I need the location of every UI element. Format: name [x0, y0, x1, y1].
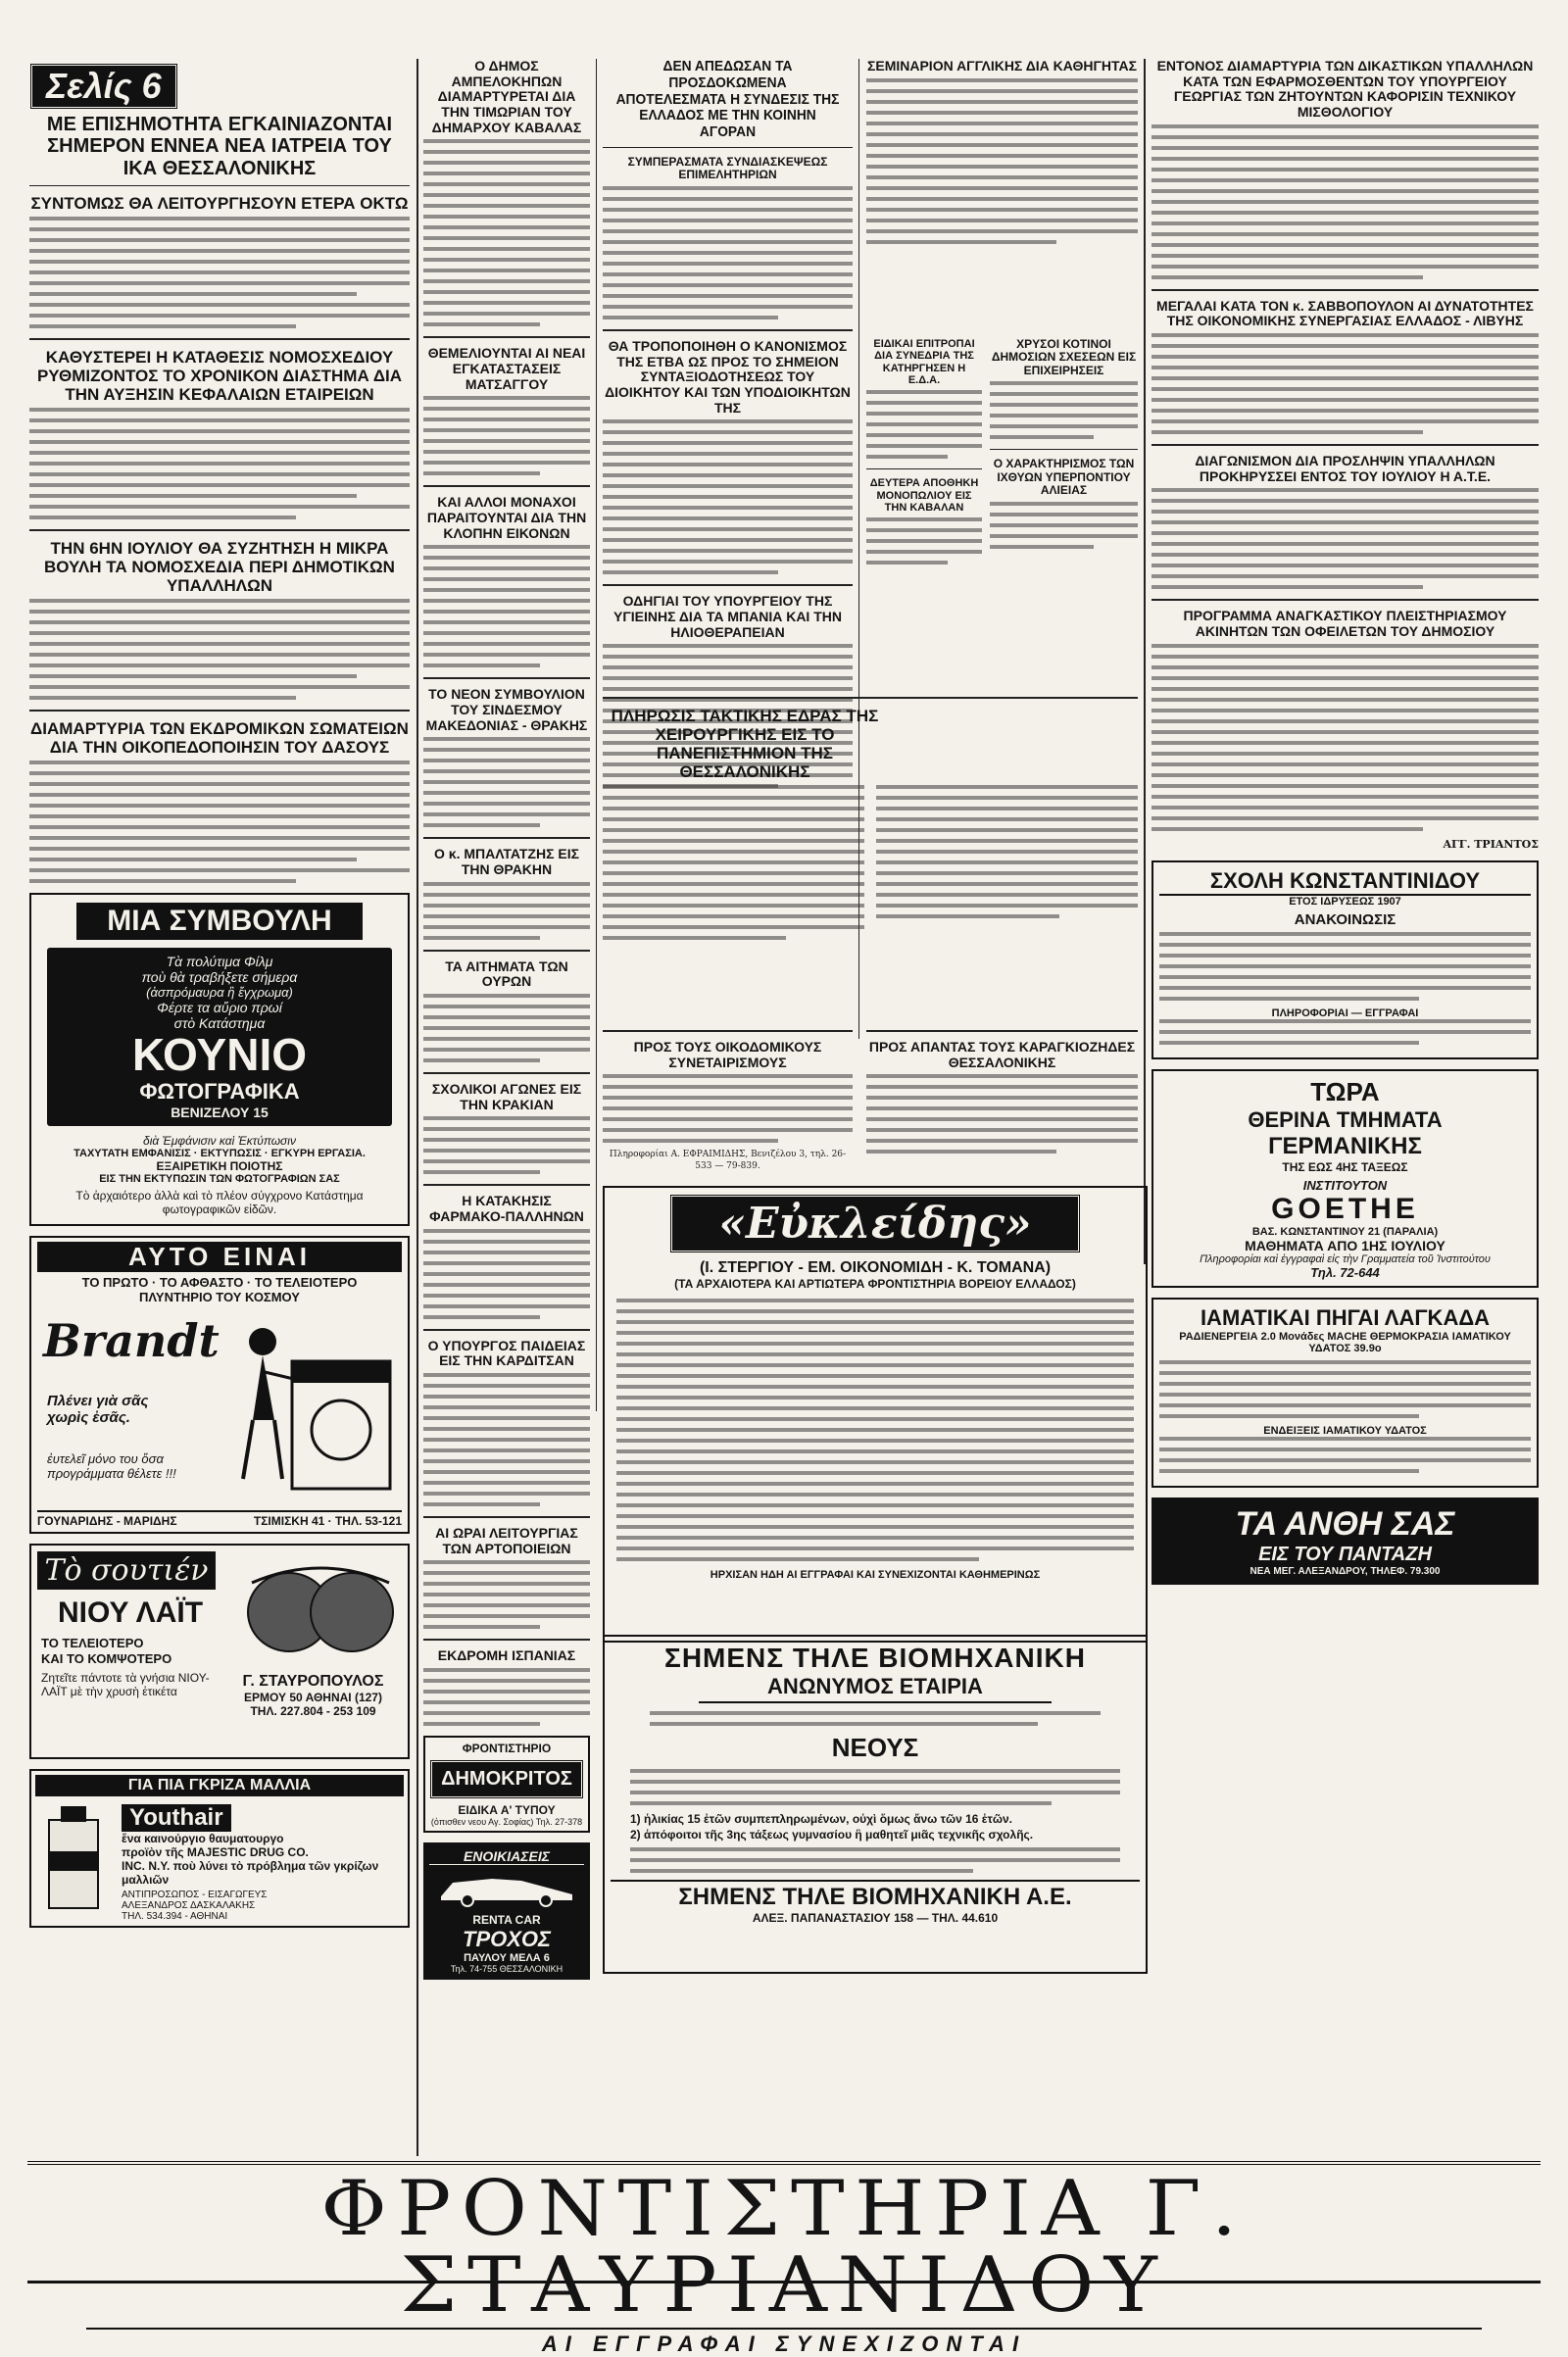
- headline: ΠΡΟΣ ΑΠΑΝΤΑΣ ΤΟΥΣ ΚΑΡΑΓΚΙΟΖΗΔΕΣ ΘΕΣΣΑΛΟΝΙΚΗΣ: [868, 1039, 1136, 1070]
- headline: ΣΧΟΛΙΚΟΙ ΑΓΩΝΕΣ ΕΙΣ ΤΗΝ ΚΡΑΚΙΑΝ: [431, 1081, 582, 1112]
- ad-text: Τὰ πολύτιμα Φίλμ: [166, 954, 273, 970]
- ad-text: Ζητεῖτε πάντοτε τὰ γνήσια ΝΙΟΥ-ΛΑΪΤ μὲ τὴν χρυσὴ ἐτικέτα: [41, 1670, 210, 1698]
- ad-text: ΠΛΗΡΟΦΟΡΙΑΙ — ΕΓΓΡΑΦΑΙ: [1271, 1007, 1419, 1019]
- body-text: [1152, 644, 1539, 831]
- body-text: [423, 1229, 590, 1319]
- ad-text: ἐυτελεῖ μόνο του ὅσα προγράμματα θέλετε !!!: [47, 1450, 176, 1481]
- headline: ΜΕ ΕΠΙΣΗΜΟΤΗΤΑ ΕΓΚΑΙΝΙΑΖΟΝΤΑΙ ΣΗΜΕΡΟΝ ΕΝΝΕΑ ΝΕΑ ΙΑΤΡΕΙΑ ΤΟΥ ΙΚΑ ΘΕΣΣΑΛΟΝΙΚΗΣ: [46, 114, 393, 179]
- ad-brandt: [29, 1236, 410, 1534]
- headline: ΠΛΗΡΩΣΙΣ ΤΑΚΤΙΚΗΣ ΕΔΡΑΣ ΤΗΣ ΧΕΙΡΟΥΡΓΙΚΗΣ ΕΙΣ ΤΟ ΠΑΝΕΠΙΣΤΗΜΙΟΝ ΤΗΣ ΘΕΣΣΑΛΟΝΙΚΗΣ: [611, 707, 879, 782]
- ad-text: ΑΝΩΝΥΜΟΣ ΕΤΑΙΡΙΑ: [699, 1674, 1052, 1703]
- ad-brand: GOETHE: [1271, 1192, 1419, 1225]
- ad-shop: Γ. ΣΤΑΥΡΟΠΟΥΛΟΣ: [242, 1672, 384, 1690]
- body-text: [29, 217, 410, 328]
- headline: Η ΚΑΤΑΚΗΣΙΣ ΦΑΡΜΑΚΟ-ΠΑΛΛΗΝΩΝ: [429, 1193, 584, 1225]
- ad-text: 1) ἡλικίας 15 ἐτῶν συμπεπληρωμένων, οὐχὶ ὅμως ἄνω τῶν 16 ἐτῶν.: [630, 1812, 1012, 1826]
- ad-text: (Ι. ΣΤΕΡΓΙΟΥ - ΕΜ. ΟΙΚΟΝΟΜΙΔΗ - Κ. ΤΟΜΑΝΑ): [699, 1259, 1052, 1276]
- ad-text: RENTA CAR: [472, 1913, 541, 1928]
- ad-address: ΤΣΙΜΙΣΚΗ 41 · ΤΗΛ. 53-121: [253, 1513, 402, 1528]
- column-1: [29, 63, 410, 2150]
- ad-niou-lait: [29, 1544, 410, 1759]
- body-text: [29, 599, 410, 700]
- article: [423, 1526, 590, 1629]
- headline: Ο ΧΑΡΑΚΤΗΡΙΣΜΟΣ ΤΩΝ ΙΧΘΥΩΝ ΥΠΕΡΠΟΝΤΙΟΥ ΑΛΙΕΙΑΣ: [993, 457, 1135, 498]
- ad-brand: ΕΙΣ ΤΟΥ ΠΑΝΤΑΖΗ: [1258, 1543, 1432, 1565]
- body-text: [423, 994, 590, 1062]
- article: [423, 1648, 590, 1726]
- body-text: [423, 396, 590, 475]
- body-text: [1152, 124, 1539, 279]
- ad-text: INC. N.Y. ποὺ λύνει τὸ πρόβλημα τῶν γκρίζων μαλλιῶν: [122, 1858, 379, 1887]
- ad-headline: ΣΧΟΛΗ ΚΩΝΣΤΑΝΤΙΝΙΔΟΥ: [1159, 868, 1531, 896]
- ad-text: ΕΤΟΣ ΙΔΡΥΣΕΩΣ 1907: [1289, 895, 1401, 908]
- ad-address: (ὁπισθεν νεου Αγ. Σοφίας) Τηλ. 27-378: [430, 1817, 583, 1828]
- ad-text: (ἀσπρόμαυρα ἢ ἔγχρωμα): [146, 985, 293, 1001]
- headline: Ο κ. ΜΠΑΛΤΑΤΖΗΣ ΕΙΣ ΤΗΝ ΘΡΑΚΗΝ: [433, 846, 580, 878]
- product-bottle-illustration: [39, 1802, 108, 1912]
- article: [423, 59, 590, 326]
- car-illustration: [433, 1869, 580, 1908]
- body-text: [423, 882, 590, 940]
- ad-text: ἕνα καινούργιο θαυματουργο: [122, 1831, 284, 1845]
- headline: ΘΑ ΤΡΟΠΟΠΟΙΗΘΗ Ο ΚΑΝΟΝΙΣΜΟΣ ΤΗΣ ΕΤΒΑ ΩΣ ΠΡΟΣ ΤΟ ΣΗΜΕΙΟΝ ΣΥΝΤΑΞΙΟΔΟΤΗΣΕΩΣ ΤΟΥ ΔΙΟΙΚΗΤΟΥ ΚΑΙ ΤΩΝ ΥΠΟΔΙΟΙΚΗΤΩΝ ΤΗΣ: [605, 337, 851, 416]
- subheadline: ΣΥΜΠΕΡΑΣΜΑΤΑ ΣΥΝΔΙΑΣΚΕΨΕΩΣ ΕΠΙΜΕΛΗΤΗΡΙΩΝ: [627, 154, 828, 182]
- ad-text: ΠΛΥΝΤΗΡΙΟ ΤΟΥ ΚΟΣΜΟΥ: [139, 1289, 300, 1304]
- ad-text: ΘΕΡΙΝΑ ΤΜΗΜΑΤΑ: [1248, 1106, 1443, 1132]
- ad-text: προϊὸν τῆς MAJESTIC DRUG CO.: [122, 1844, 309, 1859]
- body-text: [603, 785, 864, 947]
- body-text: [1159, 1437, 1531, 1473]
- ad-text: στὸ Κατάστημα: [173, 1015, 266, 1032]
- body-text: [616, 1299, 1134, 1561]
- ad-text: ΚΑΙ ΤΟ ΚΟΜΨΟΤΕΡΟ: [41, 1650, 172, 1666]
- headline: ΑΙ ΩΡΑΙ ΛΕΙΤΟΥΡΓΙΑΣ ΤΩΝ ΑΡΤΟΠΟΙΕΙΩΝ: [435, 1525, 578, 1556]
- ad-brand: «Εὐκλείδης»: [669, 1194, 1081, 1253]
- ad-youthair: [29, 1769, 410, 1928]
- ad-address: ΝΕΑ ΜΕΓ. ΑΛΕΞΑΝΔΡΟΥ, ΤΗΛΕΦ. 79.300: [1250, 1565, 1441, 1577]
- notice: [603, 1024, 853, 1181]
- ad-text: ΕΙΔΙΚΑ Α' ΤΥΠΟΥ: [458, 1803, 556, 1818]
- article: [866, 59, 1138, 244]
- headline: ΚΑΙ ΑΛΛΟΙ ΜΟΝΑΧΟΙ ΠΑΡΑΙΤΟΥΝΤΑΙ ΔΙΑ ΤΗΝ ΚΛΟΠΗΝ ΕΙΚΟΝΩΝ: [426, 494, 587, 541]
- ad-trochos: [423, 1842, 590, 1980]
- ad-brand: Brandt: [43, 1313, 220, 1367]
- column-4-mid-left: [866, 338, 982, 681]
- article: [1152, 59, 1539, 279]
- notice-contact: Πληροφορίαι Α. ΕΦΡΑΙΜΙΔΗΣ, Βενιζέλου 3, τηλ. 26-533 — 79-839.: [609, 1150, 847, 1172]
- body-text: [866, 78, 1138, 244]
- article: [29, 539, 410, 700]
- ad-headline: ΣΗΜΕΝΣ ΤΗΛΕ ΒΙΟΜΗΧΑΝΙΚΗ: [664, 1643, 1086, 1673]
- body-text: [423, 1668, 590, 1726]
- ad-address: ΕΡΜΟΥ 50 ΑΘΗΝΑΙ (127): [244, 1690, 382, 1704]
- article: [29, 348, 410, 519]
- body-text: [1159, 1019, 1531, 1045]
- ad-address: ΠΑΥΛΟΥ ΜΕΛΑ 6: [464, 1952, 550, 1965]
- ad-siemens: [603, 1635, 1148, 1974]
- ad-brand: ΣΗΜΕΝΣ ΤΗΛΕ ΒΙΟΜΗΧΑΝΙΚΗ Α.Ε.: [611, 1880, 1140, 1911]
- article: [423, 959, 590, 1062]
- ad-phone: Τηλ. 74-755 ΘΕΣΣΑΛΟΝΙΚΗ: [450, 1964, 564, 1975]
- headline: ΚΑΘΥΣΤΕΡΕΙ Η ΚΑΤΑΘΕΣΙΣ ΝΟΜΟΣΧΕΔΙΟΥ ΡΥΘΜΙΖΟΝΤΟΣ ΤΟ ΧΡΟΝΙΚΟΝ ΔΙΑΣΤΗΜΑ ΔΙΑ ΤΗΝ ΑΥΞΗΣΙΝ ΚΕΦΑΛΑΙΩΝ ΕΤΑΙΡΕΙΩΝ: [36, 348, 403, 405]
- headline: ΠΡΟΣ ΤΟΥΣ ΟΙΚΟΔΟΜΙΚΟΥΣ ΣΥΝΕΤΑΙΡΙΣΜΟΥΣ: [633, 1039, 822, 1070]
- subheadline: ΣΥΝΤΟΜΩΣ ΘΑ ΛΕΙΤΟΥΡΓΗΣΟΥΝ ΕΤΕΡΑ ΟΚΤΩ: [30, 194, 409, 214]
- ad-text: Πλένει γιὰ σᾶς χωρὶς ἐσᾶς.: [47, 1392, 149, 1426]
- ad-text: ΤΗΣ ΕΩΣ 4ΗΣ ΤΑΞΕΩΣ: [1282, 1159, 1408, 1174]
- headline: ΕΝΤΟΝΟΣ ΔΙΑΜΑΡΤΥΡΙΑ ΤΩΝ ΔΙΚΑΣΤΙΚΩΝ ΥΠΑΛΛΗΛΩΝ ΚΑΤΑ ΤΩΝ ΕΦΑΡΜΟΣΘΕΝΤΩΝ ΤΟΥ ΥΠΟΥΡΓΕΙΟΥ ΓΕΩΡΓΙΑΣ ΤΩΝ ΖΗΤΟΥΝΤΩΝ ΚΑΦΟΡΙΣΙΝ ΤΕΧΝΙΚΟΥ ΜΙΣΘΟΛΟΓΙΟΥ: [1156, 59, 1534, 121]
- ad-text: ΜΑΘΗΜΑΤΑ ΑΠΟ 1ΗΣ ΙΟΥΛΙΟΥ: [1245, 1237, 1446, 1253]
- article: [866, 477, 982, 565]
- article: [29, 114, 410, 328]
- ad-headline: ΤΩΡΑ: [1310, 1076, 1380, 1106]
- article: [866, 338, 982, 459]
- ad-headline: ΤΑ ΑΝΘΗ ΣΑΣ: [1235, 1504, 1455, 1543]
- headline: ΘΕΜΕΛΙΟΥΝΤΑΙ ΑΙ ΝΕΑΙ ΕΓΚΑΤΑΣΤΑΣΕΙΣ ΜΑΤΣΑΓΓΟΥ: [427, 345, 586, 392]
- ad-text: (ΤΑ ΑΡΧΑΙΟΤΕΡΑ ΚΑΙ ΑΡΤΙΩΤΕΡΑ ΦΡΟΝΤΙΣΤΗΡΙΑ ΒΟΡΕΙΟΥ ΕΛΛΑΔΟΣ): [674, 1277, 1076, 1291]
- body-text: [29, 761, 410, 883]
- article: [990, 458, 1138, 548]
- body-text: [1152, 488, 1539, 589]
- article: [603, 59, 853, 319]
- ad-text: ΝΕΟΥΣ: [831, 1733, 919, 1762]
- column-4-mid: [990, 338, 1138, 681]
- column-rule: [1144, 59, 1146, 1264]
- article: [423, 346, 590, 475]
- article: [603, 339, 853, 574]
- ad-headline: ΑΥΤΟ ΕΙΝΑΙ: [37, 1242, 402, 1272]
- article: [423, 1339, 590, 1506]
- article: [1152, 609, 1539, 850]
- article: [1152, 299, 1539, 434]
- body-text: [630, 1769, 1120, 1805]
- ad-text: ΦΩΤΟΓΡΑΦΙΚΑ: [139, 1078, 300, 1104]
- body-text: [423, 1560, 590, 1629]
- body-text: [423, 139, 590, 326]
- bra-illustration: [242, 1553, 399, 1661]
- headline: ΤΟ ΝΕΟΝ ΣΥΜΒΟΥΛΙΟΝ ΤΟΥ ΣΙΝΔΕΣΜΟΥ ΜΑΚΕΔΟΝΙΑΣ - ΘΡΑΚΗΣ: [425, 686, 588, 733]
- headline: ΠΡΟΓΡΑΜΜΑ ΑΝΑΓΚΑΣΤΙΚΟΥ ΠΛΕΙΣΤΗΡΙΑΣΜΟΥ ΑΚΙΝΗΤΩΝ ΤΩΝ ΟΦΕΙΛΕΤΩΝ ΤΟΥ ΔΗΜΟΣΙΟΥ: [1183, 608, 1507, 640]
- ad-text: ΦΡΟΝΤΙΣΤΗΡΙΟ: [462, 1742, 552, 1756]
- article: [423, 687, 590, 827]
- ad-address: ΑΛΕΞ. ΠΑΠΑΝΑΣΤΑΣΙΟΥ 158 — ΤΗΛ. 44.610: [752, 1911, 999, 1925]
- ad-pantazi-flowers: [1152, 1498, 1539, 1585]
- body-text: [1159, 1360, 1531, 1418]
- column-rule: [596, 59, 597, 1411]
- ad-headline: ΙΑΜΑΤΙΚΑΙ ΠΗΓΑΙ ΛΑΓΚΑΔΑ: [1200, 1304, 1491, 1330]
- body-text: [423, 1373, 590, 1506]
- ad-text: ποὺ θὰ τραβήξετε σήμερα: [141, 969, 298, 986]
- headline: ΧΡΥΣΟΙ ΚΟΤΙΝΟΙ ΔΗΜΟΣΙΩΝ ΣΧΕΣΕΩΝ ΕΙΣ ΕΠΙΧΕΙΡΗΣΕΙΣ: [991, 338, 1137, 377]
- body-text: [866, 390, 982, 459]
- article: [1152, 454, 1539, 589]
- ad-text: ΑΝΤΙΠΡΟΣΩΠΟΣ - ΕΙΣΑΓΩΓΕΥΣ: [122, 1889, 268, 1900]
- headline: ΟΔΗΓΙΑΙ ΤΟΥ ΥΠΟΥΡΓΕΙΟΥ ΤΗΣ ΥΓΙΕΙΝΗΣ ΔΙΑ ΤΑ ΜΠΑΝΙΑ ΚΑΙ ΤΗΝ ΗΛΙΟΘΕΡΑΠΕΙΑΝ: [613, 593, 842, 640]
- body-text: [630, 1847, 1120, 1873]
- ad-brand: ΔΗΜΟΚΡΙΤΟΣ: [429, 1759, 584, 1799]
- ad-address: ΒΕΝΙΖΕΛΟΥ 15: [171, 1104, 269, 1120]
- ad-text: ΤΟ ΤΕΛΕΙΟΤΕΡΟ: [41, 1635, 144, 1650]
- ad-address: ΒΑΣ. ΚΩΝΣΤΑΝΤΙΝΟΥ 21 (ΠΑΡΑΛΙΑ): [1251, 1225, 1439, 1238]
- ad-headline: ΕΝΟΙΚΙΑΣΕΙΣ: [429, 1848, 584, 1865]
- ad-text: ΓΕΡΜΑΝΙΚΗΣ: [1268, 1132, 1422, 1159]
- ad-text: Τὸ ἀρχαιότερο ἀλλὰ καὶ τὸ πλέον σύγχρονο Κατάστημα φωτογραφικῶν εἰδῶν.: [75, 1188, 364, 1216]
- body-text: [423, 545, 590, 667]
- headline: ΔΕΝ ΑΠΕΔΩΣΑΝ ΤΑ ΠΡΟΣΔΟΚΩΜΕΝΑ ΑΠΟΤΕΛΕΣΜΑΤΑ Η ΣΥΝΔΕΣΙΣ ΤΗΣ ΕΛΛΑΔΟΣ ΜΕ ΤΗΝ ΚΟΙΝΗΝ ΑΓΟΡΑΝ: [615, 59, 840, 141]
- footer-title: ΦΡΟΝΤΙΣΤΗΡΙΑ Γ. ΣΤΑΥΡΙΑΝΙΔΟΥ: [320, 2165, 1248, 2330]
- ad-dimokritos: [423, 1736, 590, 1833]
- headline: ΔΙΑΜΑΡΤΥΡΙΑ ΤΩΝ ΕΚΔΡΟΜΙΚΩΝ ΣΩΜΑΤΕΙΩΝ ΔΙΑ ΤΗΝ ΟΙΚΟΠΕΔΟΠΟΙΗΣΙΝ ΤΟΥ ΔΑΣΟΥΣ: [30, 719, 409, 758]
- ad-phone: Τηλ. 72-644: [1310, 1264, 1380, 1280]
- page-number-tag: Σελίς 6: [29, 63, 178, 110]
- ad-text: ΤΑΧΥΤΑΤΗ ΕΜΦΑΝΙΣΙΣ · ΕΚΤΥΠΩΣΙΣ · ΕΓΚΥΡΗ ΕΡΓΑΣΙΑ.: [74, 1147, 366, 1159]
- column-2: [423, 59, 590, 2146]
- body-text: [650, 1711, 1101, 1726]
- headline: ΤΑ ΑΙΤΗΜΑΤΑ ΤΩΝ ΟΥΡΩΝ: [445, 958, 568, 990]
- footer-subtitle: ΑΙ ΕΓΓΡΑΦΑΙ ΣΥΝΕΧΙΖΟΝΤΑΙ: [86, 2328, 1482, 2357]
- body-text: [603, 186, 853, 319]
- ad-text: ΙΝΣΤΙΤΟΥΤΟΝ: [1302, 1177, 1388, 1193]
- headline: ΣΕΜΙΝΑΡΙΟΝ ΑΓΓΛΙΚΗΣ ΔΙΑ ΚΑΘΗΓΗΤΑΣ: [866, 59, 1138, 74]
- headline: ΤΗΝ 6ΗΝ ΙΟΥΛΙΟΥ ΘΑ ΣΥΖΗΤΗΣΗ Η ΜΙΚΡΑ ΒΟΥΛΗ ΤΑ ΝΟΜΟΣΧΕΔΙΑ ΠΕΡΙ ΔΗΜΟΤΙΚΩΝ ΥΠΑΛΛΗΛΩΝ: [44, 539, 395, 596]
- ad-text: 2) ἀπόφοιτοι τῆς 3ης τάξεως γυμνασίου ἢ μαθητεῖ μιᾶς τεχνικῆς σχολῆς.: [630, 1828, 1034, 1841]
- body-text: [866, 1074, 1138, 1154]
- ad-text: ΑΝΑΚΟΙΝΩΣΙΣ: [1294, 910, 1396, 928]
- ad-text: ΕΙΣ ΤΗΝ ΕΚΤΥΠΩΣΙΝ ΤΩΝ ΦΩΤΟΓΡΑΦΙΩΝ ΣΑΣ: [99, 1172, 340, 1185]
- headline: Ο ΥΠΟΥΡΓΟΣ ΠΑΙΔΕΙΑΣ ΕΙΣ ΤΗΝ ΚΑΡΔΙΤΣΑΝ: [427, 1337, 586, 1369]
- footer-banner: [27, 2161, 1541, 2356]
- ad-text: Φέρτε τα αὔριο πρωί: [157, 1000, 282, 1016]
- headline: ΔΙΑΓΩΝΙΣΜΟΝ ΔΙΑ ΠΡΟΣΛΗΨΙΝ ΥΠΑΛΛΗΛΩΝ ΠΡΟΚΗΡΥΣΣΕΙ ΕΝΤΟΣ ΤΟΥ ΙΟΥΛΙΟΥ Η Α.Τ.Ε.: [1195, 453, 1495, 484]
- ad-text: ΕΞΑΙΡΕΤΙΚΗ ΠΟΙΟΤΗΣ: [156, 1158, 283, 1173]
- ad-headline: ΓΙΑ ΠΙΑ ΓΚΡΙΖΑ ΜΑΛΛΙΑ: [35, 1775, 404, 1796]
- headline: ΕΚΔΡΟΜΗ ΙΣΠΑΝΙΑΣ: [437, 1647, 576, 1664]
- article: [423, 495, 590, 667]
- body-text: [603, 419, 853, 574]
- ad-headline: ΜΙΑ ΣΥΜΒΟΥΛΗ: [76, 903, 363, 940]
- ad-brand: ΚΟΥΝΙΟ: [131, 1029, 308, 1081]
- ad-text: ΗΡΧΙΣΑΝ ΗΔΗ ΑΙ ΕΓΓΡΑΦΑΙ ΚΑΙ ΣΥΝΕΧΙΖΟΝΤΑΙ ΚΑΘΗΜΕΡΙΝΩΣ: [710, 1569, 1041, 1581]
- ad-text: ΤΟ ΠΡΩΤΟ · ΤΟ ΑΦΘΑΣΤΟ · ΤΟ ΤΕΛΕΙΟΤΕΡΟ: [81, 1274, 358, 1290]
- ad-text: Πληροφορίαι καὶ ἐγγραφαὶ εἰς τὴν Γραμματεία τοῦ Ἰνστιτούτου: [1200, 1252, 1491, 1265]
- article: [29, 719, 410, 883]
- body-text: [29, 408, 410, 519]
- ad-phone: ΤΗΛ. 534.394 - ΑΘΗΝΑΙ: [122, 1910, 228, 1922]
- ad-text: διὰ Ἐμφάνισιν καὶ Ἐκτύπωσιν: [143, 1133, 296, 1148]
- article: [423, 1194, 590, 1318]
- body-text: [990, 381, 1138, 439]
- body-text: [866, 517, 982, 565]
- signature: ΑΓΓ. ΤΡΙΑΝΤΟΣ: [1443, 837, 1539, 851]
- body-text: [423, 737, 590, 827]
- ad-brand: ΝΙΟΥ ΛΑΪΤ: [57, 1596, 204, 1629]
- ad-konstantinidou: [1152, 860, 1539, 1059]
- ad-brand: Youthair: [122, 1804, 231, 1832]
- body-text: [603, 1074, 853, 1143]
- headline: ΕΙΔΙΚΑΙ ΕΠΙΤΡΟΠΑΙ ΔΙΑ ΣΥΝΕΔΡΙΑ ΤΗΣ ΚΑΤΗΡΓΗΣΕΝ Η Ε.Δ.Α.: [873, 338, 975, 386]
- body-text: [1152, 333, 1539, 434]
- headline: ΜΕΓΑΛΑΙ ΚΑΤΑ ΤΟΝ κ. ΣΑΒΒΟΠΟΥΛΟΝ ΑΙ ΔΥΝΑΤΟΤΗΤΕΣ ΤΗΣ ΟΙΚΟΝΟΜΙΚΗΣ ΣΥΝΕΡΓΑΣΙΑΣ ΕΛΛΑΔΟΣ - ΛΙΒΥΗΣ: [1156, 297, 1534, 329]
- ad-goethe: [1152, 1069, 1539, 1288]
- ad-eukleidis: [603, 1186, 1148, 1643]
- article: [423, 1082, 590, 1174]
- article: [990, 338, 1138, 439]
- column-rule: [416, 59, 418, 2156]
- headline: Ο ΔΗΜΟΣ ΑΜΠΕΛΟΚΗΠΩΝ ΔΙΑΜΑΡΤΥΡΕΤΑΙ ΔΙΑ ΤΗΝ ΤΙΜΩΡΙΑΝ ΤΟΥ ΔΗΜΑΡΧΟΥ ΚΑΒΑΛΑΣ: [431, 59, 582, 135]
- washing-machine-illustration: [223, 1312, 400, 1506]
- ad-headline: Τὸ σουτιέν: [37, 1551, 216, 1590]
- ad-kounio: [29, 893, 410, 1225]
- ad-lagkada-springs: [1152, 1298, 1539, 1488]
- ad-phone: ΤΗΛ. 227.804 - 253 109: [250, 1703, 376, 1718]
- column-5: [1152, 59, 1539, 2146]
- body-text: [990, 502, 1138, 549]
- article: [423, 847, 590, 939]
- ad-shop: ΓΟΥΝΑΡΙΔΗΣ - ΜΑΡΙΔΗΣ: [37, 1513, 177, 1528]
- ad-brand: ΤΡΟΧΟΣ: [463, 1927, 551, 1952]
- ad-text: ΑΛΕΞΑΝΔΡΟΣ ΔΑΣΚΑΛΑΚΗΣ: [122, 1899, 256, 1911]
- body-text: [423, 1116, 590, 1174]
- headline: ΔΕΥΤΕΡΑ ΑΠΟΘΗΚΗ ΜΟΝΟΠΩΛΙΟΥ ΕΙΣ ΤΗΝ ΚΑΒΑΛΑΝ: [869, 477, 979, 514]
- body-text: [1159, 932, 1531, 1001]
- ad-text: ΡΑΔΙΕΝΕΡΓΕΙΑ 2.0 Μονάδες MACHE ΘΕΡΜΟΚΡΑΣΙΑ ΙΑΜΑΤΙΚΟΥ ΥΔΑΤΟΣ 39.9ο: [1179, 1330, 1511, 1354]
- column-4-lower: [866, 1024, 1138, 1181]
- ad-text: ΕΝΔΕΙΞΕΙΣ ΙΑΜΑΤΙΚΟΥ ΥΔΑΤΟΣ: [1263, 1424, 1427, 1437]
